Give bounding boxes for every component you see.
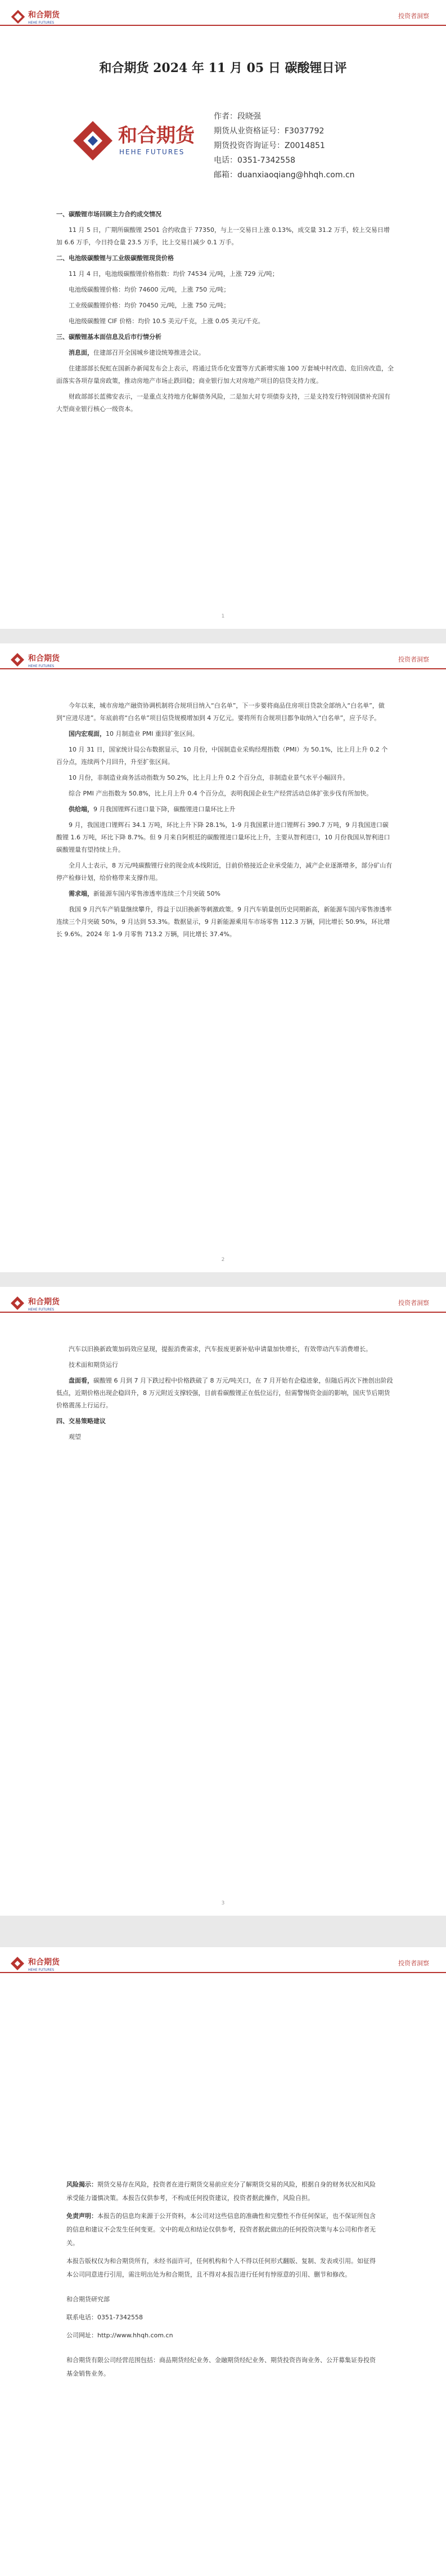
paragraph: 国内宏观面，10 月制造业 PMI 重回扩张区间。 bbox=[69, 730, 199, 737]
header-tagline: 投资者洞察 bbox=[398, 656, 429, 663]
svg-text:和合期货: 和合期货 bbox=[28, 1958, 60, 1967]
svg-text:HEHE FUTURES: HEHE FUTURES bbox=[28, 21, 55, 25]
qualification-id: 期货从业资格证号：F3037792 bbox=[214, 127, 325, 136]
paragraph: 全月人士表示，8 万元/吨碳酸锂行业的现金成本线附近，目前价格接近企业承受能力，减产企业逐渐增多，部分矿山有停产检修计划，给价格带来支撑作用。 bbox=[56, 862, 393, 882]
page-2-body bbox=[56, 700, 394, 944]
contact-title: 和合期货研究部 bbox=[66, 2296, 110, 2303]
svg-text:HEHE FUTURES: HEHE FUTURES bbox=[28, 1308, 55, 1312]
page-gap bbox=[0, 629, 446, 643]
page-gap bbox=[0, 1272, 446, 1287]
paragraph: 需求端，新能源车国内零售渗透率连续三个月突破 50% bbox=[69, 890, 220, 897]
disclaimer-notice: 免责声明：本报告的信息均来源于公开资料，本公司对这些信息的准确性和完整性不作任何保证，也不保证所包含的信息和建议不会发生任何变更。文中的观点和结论仅供参考，投资者据此做出的任何投资决策与本公司和作者无关。 bbox=[66, 2212, 376, 2247]
report-title: 和合期货 2024 年 11 月 05 日 碳酸锂日评 bbox=[99, 61, 347, 75]
paragraph: 电池级碳酸锂 CIF 价格：均价 10.5 美元/千克，上涨 0.05 美元/千克。 bbox=[69, 317, 264, 325]
svg-text:和合期货: 和合期货 bbox=[28, 654, 60, 663]
paragraph: 汽车以旧换新政策加码效应显现，提振消费需求，汽车报废更新补贴申请量加快增长，有效带动汽车消费增长。 bbox=[69, 1345, 372, 1353]
svg-text:和合期货: 和合期货 bbox=[28, 11, 60, 20]
svg-text:HEHE FUTURES: HEHE FUTURES bbox=[28, 664, 55, 668]
paragraph: 今年以来，城市房地产融资协调机制将合规项目纳入“白名单”，下一步要将商品住房项目贷款全部纳入“白名单”，做到“应进尽进”。年底前将“白名单”项目信贷规模增加到 4 万亿元。要将所有合规项目都争取纳入“白名单”，应予尽予。 bbox=[56, 702, 385, 722]
paragraph: 观望 bbox=[69, 1433, 81, 1441]
page-3 bbox=[0, 1287, 446, 1916]
section-heading: 三、碳酸锂基本面信息及后市行情分析 bbox=[56, 333, 161, 341]
page-1-body bbox=[56, 208, 394, 419]
page-1 bbox=[0, 0, 446, 629]
svg-text:HEHE FUTURES: HEHE FUTURES bbox=[119, 148, 185, 156]
section-heading: 二、电池级碳酸锂与工业级碳酸锂现货价格 bbox=[56, 254, 174, 262]
paragraph: 11 月 4 日，电池级碳酸锂价格指数：均价 74534 元/吨，上涨 729 元/吨； bbox=[69, 270, 278, 278]
paragraph: 盘面看，碳酸锂 6 月到 7 月下跌过程中价格跌破了 8 万元/吨关口，在 7 月开始有企稳迹象，但随后再次下挫创出阶段低点，近期价格出现企稳回升，8 万元附近支撑较强，目前看碳酸锂正在低位运行，但需警惕资金面的影响，国庆节后期货价格震荡上行运行。 bbox=[56, 1377, 393, 1409]
header-divider bbox=[0, 1312, 446, 1313]
email: 邮箱：duanxiaoqiang@hhqh.com.cn bbox=[214, 171, 355, 180]
paragraph: 10 月份，非制造业商务活动指数为 50.2%，比上月上升 0.2 个百分点，非制造业景气水平小幅回升。 bbox=[69, 774, 349, 781]
paragraph: 9 月，我国进口锂辉石 34.1 万吨，环比上升下降 28.1%，1-9 月我国累计进口锂辉石 390.7 万吨，9 月我国进口碳酸锂 1.6 万吨，环比下降 8.7%。但 9 月来自阿根廷的碳酸锂进口量环比上升，主要从智利进口，10 月份我国从智利进口碳酸锂量有望持续上升。 bbox=[56, 821, 390, 853]
advisory-id: 期货投资咨询证号：Z0014851 bbox=[214, 141, 325, 150]
paragraph: 我国 9 月汽车产销量继续攀升，得益于以旧换新等刺激政策。9 月汽车销量创历史同期新高，新能源车国内零售渗透率连续三个月突破 50%，9 月达到 53.3%。数据显示，9 月新能源乘用车市场零售 112.3 万辆，同比增长 50.9%，环比增长 9.6%。2024 年 1-9 月零售 713.2 万辆，同比增长 37.4%。 bbox=[56, 906, 392, 938]
svg-text:和合期货: 和合期货 bbox=[118, 124, 195, 147]
page-2 bbox=[0, 643, 446, 1272]
paragraph: 技术面和期货运行 bbox=[69, 1361, 118, 1368]
page-4 bbox=[0, 1947, 446, 2576]
page-footer: 3 bbox=[221, 1900, 225, 1906]
paragraph: 11 月 5 日，广期所碳酸锂 2501 合约收盘于 77350，与上一交易日上涨 0.13%，成交量 31.2 万手，较上交易日增加 6.6 万手，今日持仓量 23.5 万手，比上交易日减少 0.1 万手。 bbox=[56, 226, 390, 246]
header-divider bbox=[0, 25, 446, 26]
svg-text:和合期货: 和合期货 bbox=[28, 1298, 60, 1307]
disclaimer bbox=[66, 2178, 381, 2385]
section-heading: 四、交易策略建议 bbox=[56, 1417, 106, 1425]
phone: 电话：0351-7342558 bbox=[214, 156, 296, 165]
header-divider bbox=[0, 668, 446, 669]
header-divider bbox=[0, 1972, 446, 1973]
page-footer: 2 bbox=[221, 1257, 225, 1263]
paragraph: 综合 PMI 产出指数为 50.8%，比上月上升 0.4 个百分点，表明我国企业生产经营活动总体扩张步伐有所加快。 bbox=[69, 790, 373, 797]
header-tagline: 投资者洞察 bbox=[398, 1960, 429, 1967]
page-footer: 1 bbox=[221, 614, 225, 619]
company-scope: 和合期货有限公司经营范围包括：商品期货经纪业务、金融期货经纪业务、期货投资咨询业务、公开募集证券投资基金销售业务。 bbox=[66, 2356, 376, 2377]
header-tagline: 投资者洞察 bbox=[398, 12, 429, 20]
risk-notice: 风险揭示：期货交易存在风险，投资者在进行期货交易前应充分了解期货交易的风险，根据自身的财务状况和风险承受能力谨慎决策。本报告仅供参考，不构成任何投资建议，投资者据此操作，风险自担。 bbox=[66, 2181, 376, 2202]
section-heading: 一、碳酸锂市场回顾主力合约成交情况 bbox=[56, 211, 161, 218]
contact-phone: 联系电话：0351-7342558 bbox=[66, 2314, 143, 2321]
page-gap bbox=[0, 1916, 446, 1947]
paragraph: 消息面，住建部召开全国城乡建设统筹推进会议。 bbox=[69, 349, 205, 356]
paragraph: 供给端，9 月我国锂辉石进口量下降，碳酸锂进口量环比上升 bbox=[69, 806, 236, 813]
contact-website[interactable]: 公司网址：http://www.hhqh.com.cn bbox=[66, 2332, 173, 2339]
paragraph: 财政部部长蓝佛安表示，一是重点支持地方化解债务风险，二是加大对专项债券支持，三是支持发行特别国债补充国有大型商业银行核心一级资本。 bbox=[56, 393, 390, 413]
copyright-notice: 本报告版权仅为和合期货所有，未经书面许可，任何机构和个人不得以任何形式翻版、复制、发表或引用。如征得本公司同意进行引用，需注明出处为和合期货，且不得对本报告进行任何有悖原意的引用、删节和修改。 bbox=[66, 2257, 376, 2278]
paragraph: 住建部部长倪虹在国新办新闻发布会上表示，将通过货币化安置等方式新增实施 100 万套城中村改造、危旧房改造，全面落实各项存量房政策，推动房地产市场止跌回稳；商业银行加大对房地产项目的信贷支持力度。 bbox=[56, 365, 394, 384]
header-tagline: 投资者洞察 bbox=[398, 1299, 429, 1307]
brand-logo bbox=[67, 113, 219, 169]
page-3-body bbox=[56, 1343, 394, 1447]
svg-text:HEHE FUTURES: HEHE FUTURES bbox=[28, 1968, 55, 1972]
paragraph: 10 月 31 日，国家统计局公布数据显示，10 月份，中国制造业采购经理指数（PMI）为 50.1%，比上月上升 0.2 个百分点，连续两个月回升，升至扩张区间。 bbox=[56, 746, 388, 766]
author: 作者：段晓强 bbox=[214, 112, 261, 121]
paragraph: 电池级碳酸锂价格：均价 74600 元/吨，上涨 750 元/吨； bbox=[69, 286, 230, 293]
paragraph: 工业级碳酸锂价格：均价 70450 元/吨，上涨 750 元/吨； bbox=[69, 302, 230, 309]
